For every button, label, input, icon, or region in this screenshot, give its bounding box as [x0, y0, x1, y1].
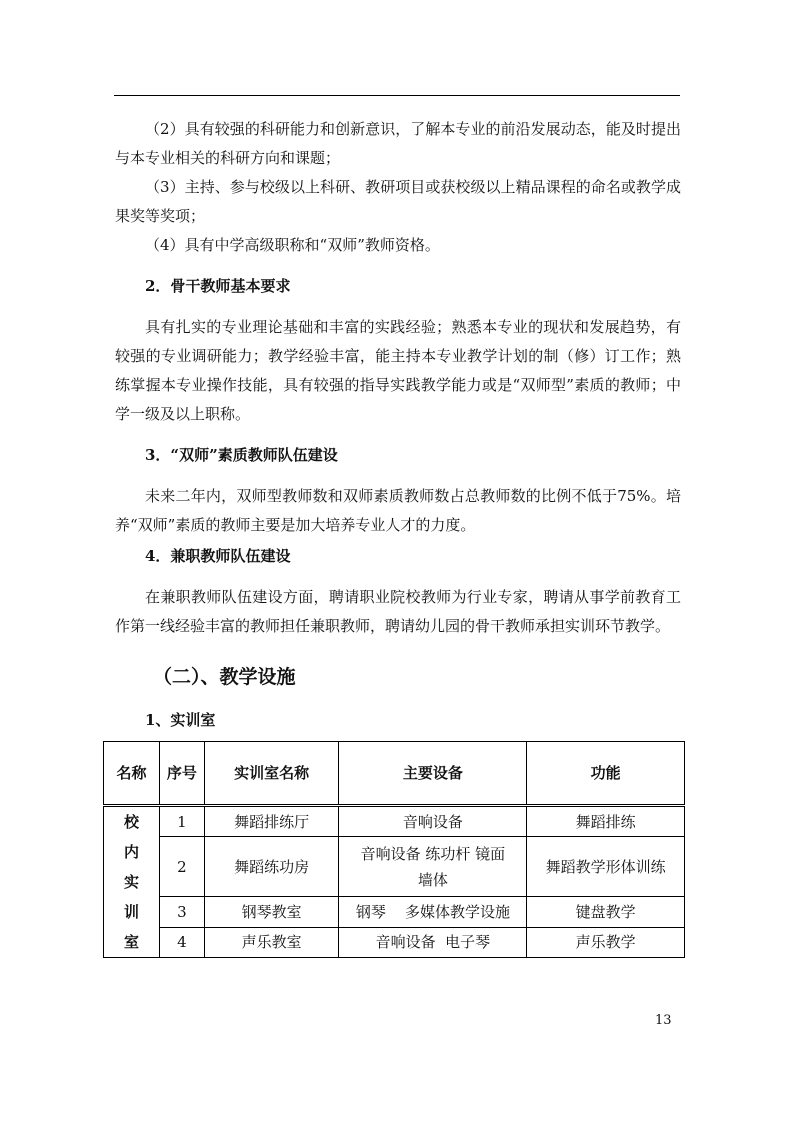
- subsection-heading: 1、实训室: [145, 711, 216, 729]
- table-cell: 声乐教室: [204, 927, 339, 957]
- section-heading: 4．兼职教师队伍建设: [145, 547, 291, 565]
- table-cell: 钢琴教室: [204, 897, 339, 927]
- training-room-table: [103, 741, 685, 958]
- group-label-char: 实: [123, 873, 139, 891]
- table-cell: 钢琴 多媒体教学设施: [339, 897, 527, 927]
- table-cell: 舞蹈练功房: [204, 837, 339, 897]
- header-rule: [114, 95, 680, 96]
- table-cell: 音响设备: [339, 806, 527, 837]
- table-row: [104, 897, 685, 927]
- table-row: [104, 806, 685, 837]
- table-cell: 舞蹈排练: [527, 806, 685, 837]
- table-cell: 舞蹈排练厅: [204, 806, 339, 837]
- table-header-cell: 序号: [159, 742, 204, 806]
- page-number: 13: [655, 1013, 672, 1028]
- page-content: [115, 115, 681, 958]
- table-cell: 音响设备 电子琴: [339, 927, 527, 957]
- paragraph: （2）具有较强的科研能力和创新意识，了解本专业的前沿发展动态，能及时提出与本专业相关的科研方向和课题；: [115, 120, 681, 167]
- table-cell: 1: [159, 806, 204, 837]
- section-title: （二）、教学设施: [153, 666, 296, 688]
- table-header-cell: 实训室名称: [204, 742, 339, 806]
- section-heading: 3．“双师”素质教师队伍建设: [145, 446, 338, 464]
- table-cell: 4: [159, 927, 204, 957]
- table-header-cell: 主要设备: [339, 742, 527, 806]
- table-cell: 3: [159, 897, 204, 927]
- table-cell: 音响设备 练功杆 镜面墙体: [339, 837, 527, 897]
- group-label-char: 内: [123, 843, 139, 861]
- group-label-char: 室: [123, 933, 139, 951]
- table-header-cell: 名称: [104, 742, 160, 806]
- group-label-char: 校: [123, 813, 139, 831]
- paragraph: 具有扎实的专业理论基础和丰富的实践经验；熟悉本专业的现状和发展趋势，有较强的专业调研能力；教学经验丰富，能主持本专业教学计划的制（修）订工作；熟练掌握本专业操作技能，具有较强的指导实践教学能力或是“双师型”素质的教师；中学一级及以上职称。: [115, 318, 681, 423]
- table-header-cell: 功能: [527, 742, 685, 806]
- table-header-row: [104, 742, 685, 806]
- table-cell: 2: [159, 837, 204, 897]
- paragraph: （4）具有中学高级职称和“双师”教师资格。: [145, 236, 440, 254]
- paragraph: （3）主持、参与校级以上科研、教研项目或获校级以上精品课程的命名或教学成果奖等奖项；: [115, 178, 681, 225]
- table-row: [104, 927, 685, 957]
- table-cell: 声乐教学: [527, 927, 685, 957]
- table-row: [104, 837, 685, 897]
- section-heading: 2．骨干教师基本要求: [145, 277, 291, 295]
- group-label-cell: [104, 806, 160, 958]
- group-label-char: 训: [123, 903, 139, 921]
- paragraph: 在兼职教师队伍建设方面，聘请职业院校教师为行业专家，聘请从事学前教育工作第一线经验丰富的教师担任兼职教师，聘请幼儿园的骨干教师承担实训环节教学。: [115, 588, 681, 635]
- table-cell: 舞蹈教学形体训练: [527, 837, 685, 897]
- paragraph: 未来二年内，双师型教师数和双师素质教师数占总教师数的比例不低于75%。培养“双师”素质的教师主要是加大培养专业人才的力度。: [115, 487, 681, 534]
- table-cell: 键盘教学: [527, 897, 685, 927]
